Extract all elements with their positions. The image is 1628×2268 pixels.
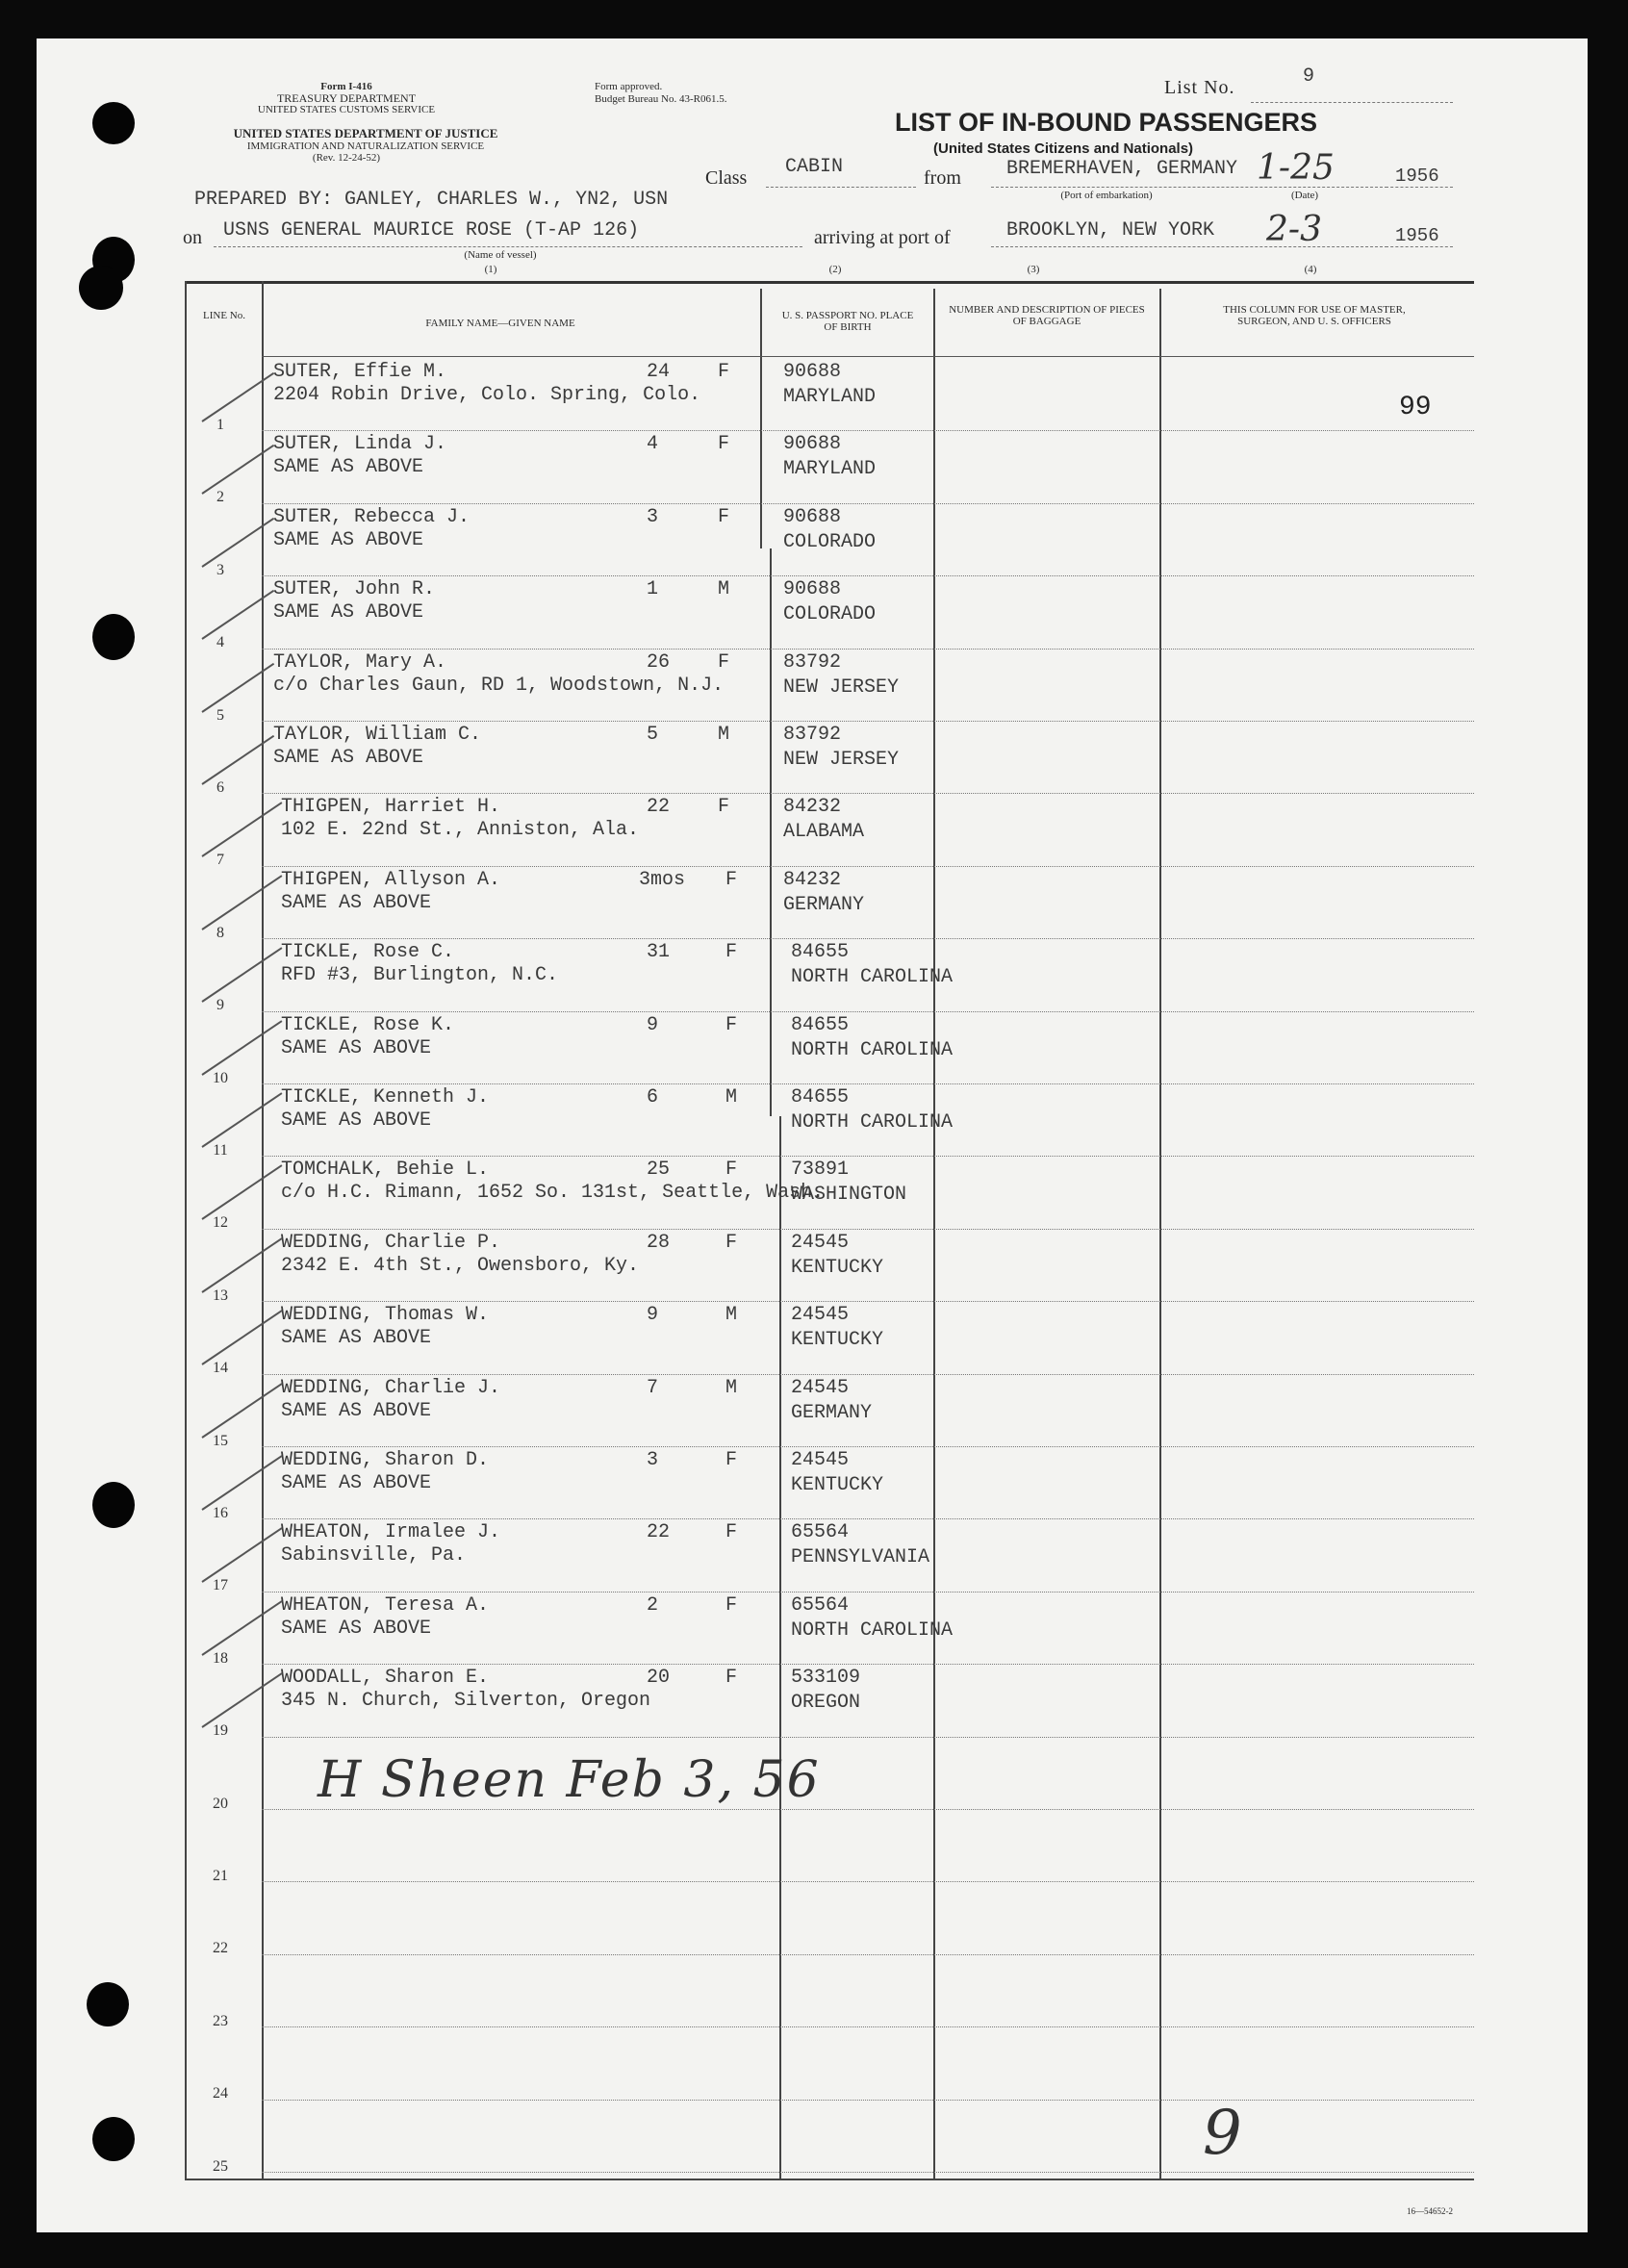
passport-number: 24545 (791, 1376, 850, 1399)
row-divider (262, 793, 1474, 794)
passenger-sex: F (725, 1449, 738, 1471)
passport-number: 83792 (783, 650, 842, 674)
passenger-age: 9 (647, 1013, 659, 1036)
line-number: 13 (213, 1287, 228, 1304)
punch-hole (92, 614, 135, 660)
passenger-age: 22 (647, 1521, 671, 1544)
passenger-age: 26 (647, 650, 671, 674)
line-number: 7 (216, 852, 224, 869)
treasury-dept: TREASURY DEPARTMENT (276, 91, 417, 105)
passport-number: 533109 (791, 1667, 861, 1690)
passenger-name: TICKLE, Rose C. (281, 941, 455, 964)
passenger-address: c/o Charles Gaun, RD 1, Woodstown, N.J. (273, 674, 725, 697)
arrival-year: 1956 (1395, 225, 1439, 246)
col-num-4: (4) (1304, 264, 1317, 275)
class-label: Class (705, 167, 748, 189)
row-divider (262, 1156, 1474, 1157)
line-number: 6 (216, 779, 224, 796)
place-of-birth: NORTH CAROLINA (791, 1111, 954, 1134)
row-divider (262, 1737, 1474, 1738)
line-number: 11 (213, 1142, 228, 1159)
passenger-sex: F (725, 1667, 738, 1690)
line-number: 5 (216, 706, 224, 724)
line-number: 8 (216, 924, 224, 941)
year-underline (1386, 187, 1453, 188)
passenger-name: SUTER, Rebecca J. (273, 505, 471, 528)
passenger-address: 2204 Robin Drive, Colo. Spring, Colo. (273, 384, 701, 406)
passenger-name: WEDDING, Sharon D. (281, 1449, 490, 1471)
punch-hole (92, 102, 135, 144)
passport-number: 24545 (791, 1231, 850, 1254)
row-divider (262, 1809, 1474, 1810)
justice-dept: UNITED STATES DEPARTMENT OF JUSTICE (233, 126, 498, 140)
passport-number: 90688 (783, 505, 842, 528)
place-of-birth: MARYLAND (783, 458, 877, 481)
ins-service: IMMIGRATION AND NATURALIZATION SERVICE (246, 140, 485, 152)
place-of-birth: KENTUCKY (791, 1474, 884, 1496)
passport-number: 84232 (783, 868, 842, 891)
punch-hole (92, 1482, 135, 1528)
place-of-birth: PENNSYLVANIA (791, 1546, 930, 1569)
passenger-name: TAYLOR, William C. (273, 724, 482, 746)
col-header-line-no: LINE No. (203, 310, 245, 321)
punch-hole (92, 2117, 135, 2161)
budget-bureau: Budget Bureau No. 43-R061.5. (595, 93, 727, 105)
place-of-birth: COLORADO (783, 530, 877, 553)
row-divider (262, 575, 1474, 576)
col-header-name: FAMILY NAME—GIVEN NAME (425, 318, 575, 329)
row-divider (262, 1954, 1474, 1955)
punch-hole (79, 266, 123, 310)
passport-number: 90688 (783, 578, 842, 601)
row-divider (262, 1374, 1474, 1375)
row-divider (262, 503, 1474, 504)
form-number: Form I-416 (320, 81, 372, 92)
passenger-address: SAME AS ABOVE (281, 891, 432, 914)
port-of-embarkation: BREMERHAVEN, GERMANY (1006, 158, 1238, 180)
year2-underline (1386, 246, 1453, 247)
passenger-age: 24 (647, 361, 671, 383)
passenger-address: SAME AS ABOVE (273, 456, 424, 479)
document-subtitle: (United States Citizens and Nationals) (933, 140, 1194, 157)
passenger-address: SAME AS ABOVE (281, 1109, 432, 1132)
vessel-underline (214, 246, 802, 247)
line-number: 17 (213, 1577, 228, 1594)
line-number: 20 (213, 1795, 228, 1812)
passenger-address: SAME AS ABOVE (273, 747, 424, 769)
col-header-passport: U. S. PASSPORT NO. PLACE OF BIRTH (781, 310, 914, 333)
passenger-age: 5 (647, 724, 659, 746)
line-number: 2 (216, 489, 224, 506)
passport-number: 24545 (791, 1304, 850, 1327)
passport-number: 84655 (791, 1013, 850, 1036)
table-left-border (185, 281, 187, 2180)
print-code: 16—54652-2 (1407, 2206, 1453, 2216)
passport-number: 73891 (791, 1159, 850, 1182)
row-divider (262, 2172, 1474, 2173)
line-number: 25 (213, 2157, 228, 2175)
passenger-name: WHEATON, Teresa A. (281, 1593, 490, 1617)
place-of-birth: NEW JERSEY (783, 675, 900, 699)
col-divider-baggage (933, 289, 935, 2180)
row-divider (262, 866, 1474, 867)
passenger-address: SAME AS ABOVE (281, 1327, 432, 1350)
inspector-signature: H Sheen Feb 3, 56 (318, 1751, 821, 1809)
passenger-age: 3 (647, 1449, 659, 1471)
passenger-age: 9 (647, 1304, 659, 1327)
line-number: 18 (213, 1649, 228, 1667)
place-of-birth: GERMANY (791, 1401, 873, 1424)
passenger-name: TAYLOR, Mary A. (273, 650, 447, 674)
passenger-age: 7 (647, 1376, 659, 1399)
col-num-1: (1) (484, 264, 497, 275)
passenger-age: 6 (647, 1086, 659, 1109)
passenger-sex: F (725, 1521, 738, 1544)
line-number: 9 (216, 997, 224, 1014)
col-divider-passport-lower (779, 1116, 781, 2180)
col-num-2: (2) (828, 264, 842, 275)
passenger-name: THIGPEN, Harriet H. (281, 796, 501, 819)
passenger-sex: F (718, 796, 730, 819)
passenger-sex: F (718, 361, 730, 383)
passenger-address: SAME AS ABOVE (273, 528, 424, 551)
page-mark: 9 (1203, 2098, 1242, 2169)
place-of-birth: ALABAMA (783, 821, 865, 844)
passenger-name: SUTER, John R. (273, 578, 436, 601)
row-divider (262, 1083, 1474, 1084)
line-number: 24 (213, 2085, 228, 2102)
passenger-name: WHEATON, Irmalee J. (281, 1521, 501, 1544)
passport-number: 84655 (791, 941, 850, 964)
passenger-name: SUTER, Effie M. (273, 361, 447, 383)
row-divider (262, 2026, 1474, 2027)
passenger-name: TOMCHALK, Behie L. (281, 1159, 490, 1182)
vessel-name: USNS GENERAL MAURICE ROSE (T-AP 126) (223, 219, 640, 242)
line-number: 10 (213, 1069, 228, 1086)
from-label: from (924, 167, 961, 189)
line-number: 21 (213, 1868, 228, 1884)
place-of-birth: KENTUCKY (791, 1256, 884, 1279)
arriving-label: arriving at port of (814, 227, 951, 248)
passenger-address: c/o H.C. Rimann, 1652 So. 131st, Seattle, Wash. (281, 1182, 825, 1205)
col-header-baggage: NUMBER AND DESCRIPTION OF PIECES OF BAGGAGE (949, 304, 1145, 327)
passenger-age: 20 (647, 1667, 671, 1690)
passenger-sex: F (725, 868, 738, 891)
list-no-underline (1251, 102, 1453, 103)
passenger-address: SAME AS ABOVE (281, 1399, 432, 1422)
line-number: 15 (213, 1432, 228, 1449)
row-divider (262, 1446, 1474, 1447)
place-of-birth: NORTH CAROLINA (791, 966, 954, 989)
arrival-port: BROOKLYN, NEW YORK (1006, 219, 1215, 242)
row-divider (262, 1881, 1474, 1882)
col-divider-passport-mid (770, 548, 772, 1116)
row-divider (262, 430, 1474, 431)
place-of-birth: NORTH CAROLINA (791, 1618, 954, 1642)
passport-number: 65564 (791, 1521, 850, 1544)
list-no-label: List No. (1164, 77, 1235, 98)
passenger-age: 3mos (639, 868, 686, 891)
passenger-sex: F (718, 650, 730, 674)
officer-note: 99 (1399, 393, 1432, 422)
customs-service: UNITED STATES CUSTOMS SERVICE (257, 104, 436, 115)
row-divider (262, 649, 1474, 650)
passport-number: 84232 (783, 796, 842, 819)
passenger-age: 2 (647, 1593, 659, 1617)
passenger-address: SAME AS ABOVE (281, 1036, 432, 1059)
row-divider (262, 938, 1474, 939)
place-of-birth: NORTH CAROLINA (791, 1038, 954, 1061)
prepared-by: PREPARED BY: GANLEY, CHARLES W., YN2, USN (194, 189, 669, 211)
passport-number: 90688 (783, 433, 842, 456)
passenger-sex: M (718, 724, 730, 746)
passenger-name: WEDDING, Thomas W. (281, 1304, 490, 1327)
passenger-name: WEDDING, Charlie P. (281, 1231, 501, 1254)
sailing-year: 1956 (1395, 166, 1439, 187)
passenger-name: WEDDING, Charlie J. (281, 1376, 501, 1399)
line-number: 12 (213, 1214, 228, 1232)
table-bottom-border (185, 2179, 1474, 2180)
col-divider-passport (760, 289, 762, 548)
class-underline (766, 187, 916, 188)
line-number: 3 (216, 561, 224, 578)
row-divider (262, 1664, 1474, 1665)
punch-hole (87, 1982, 129, 2026)
arrival-date: 2-3 (1266, 210, 1322, 249)
passport-number: 24545 (791, 1449, 850, 1471)
passenger-age: 1 (647, 578, 659, 601)
passenger-sex: F (725, 1159, 738, 1182)
passenger-sex: F (718, 433, 730, 456)
on-label: on (183, 227, 202, 248)
passenger-address: Sabinsville, Pa. (281, 1544, 467, 1567)
revision: (Rev. 12-24-52) (312, 152, 381, 164)
row-divider (262, 1301, 1474, 1302)
sailing-date: 1-25 (1257, 148, 1335, 188)
line-number: 16 (213, 1505, 228, 1521)
line-number: 14 (213, 1360, 228, 1377)
row-divider (262, 1011, 1474, 1012)
place-of-birth: WASHINGTON (791, 1184, 907, 1207)
passenger-address: 345 N. Church, Silverton, Oregon (281, 1690, 651, 1713)
form-approved: Form approved. (595, 81, 663, 92)
passenger-age: 22 (647, 796, 671, 819)
line-number: 23 (213, 2012, 228, 2029)
passenger-address: 102 E. 22nd St., Anniston, Ala. (281, 819, 640, 842)
col-num-3: (3) (1027, 264, 1040, 275)
row-divider (262, 1229, 1474, 1230)
vessel-label: (Name of vessel) (464, 249, 537, 261)
place-of-birth: OREGON (791, 1692, 861, 1715)
passenger-age: 28 (647, 1231, 671, 1254)
passenger-sex: M (725, 1086, 738, 1109)
passenger-sex: M (725, 1304, 738, 1327)
place-of-birth: GERMANY (783, 893, 865, 916)
table-top-border (185, 281, 1474, 284)
row-divider (262, 1518, 1474, 1519)
passenger-sex: M (725, 1376, 738, 1399)
passenger-sex: F (725, 1231, 738, 1254)
col-divider-line (262, 281, 264, 2180)
passenger-name: WOODALL, Sharon E. (281, 1667, 490, 1690)
document-title: LIST OF IN-BOUND PASSENGERS (895, 108, 1318, 137)
passport-number: 65564 (791, 1593, 850, 1617)
col-divider-officers (1159, 289, 1161, 2180)
place-of-birth: KENTUCKY (791, 1329, 884, 1352)
passenger-age: 31 (647, 941, 671, 964)
place-of-birth: NEW JERSEY (783, 749, 900, 771)
line-number: 4 (216, 634, 224, 651)
passport-number: 83792 (783, 724, 842, 746)
port-embark-label: (Port of embarkation) (1060, 190, 1153, 201)
line-number: 19 (213, 1722, 228, 1740)
passport-number: 84655 (791, 1086, 850, 1109)
passenger-name: TICKLE, Rose K. (281, 1013, 455, 1036)
line-number: 22 (213, 1940, 228, 1957)
passenger-sex: M (718, 578, 730, 601)
line-number: 1 (216, 417, 224, 433)
place-of-birth: COLORADO (783, 603, 877, 626)
col-header-officers: THIS COLUMN FOR USE OF MASTER, SURGEON, AND U. S. OFFICERS (1223, 304, 1406, 327)
row-divider (262, 721, 1474, 722)
header-bottom-border (262, 356, 1474, 357)
passenger-sex: F (725, 1013, 738, 1036)
passenger-address: SAME AS ABOVE (281, 1617, 432, 1640)
row-divider (262, 2100, 1474, 2101)
row-divider (262, 1592, 1474, 1593)
passenger-age: 25 (647, 1159, 671, 1182)
passenger-age: 4 (647, 433, 659, 456)
date-label: (Date) (1290, 190, 1319, 201)
passenger-address: 2342 E. 4th St., Owensboro, Ky. (281, 1254, 640, 1277)
list-no-value: 9 (1303, 65, 1315, 88)
place-of-birth: MARYLAND (783, 386, 877, 408)
passenger-address: SAME AS ABOVE (273, 601, 424, 624)
passenger-address: SAME AS ABOVE (281, 1472, 432, 1494)
passenger-name: TICKLE, Kenneth J. (281, 1086, 490, 1109)
passport-number: 90688 (783, 361, 842, 383)
passenger-sex: F (725, 941, 738, 964)
passenger-age: 3 (647, 505, 659, 528)
passenger-name: SUTER, Linda J. (273, 433, 447, 456)
passenger-name: THIGPEN, Allyson A. (281, 868, 501, 891)
arrival-underline (991, 246, 1387, 247)
class-value: CABIN (785, 156, 844, 178)
passenger-address: RFD #3, Burlington, N.C. (281, 964, 559, 987)
passenger-sex: F (718, 505, 730, 528)
passenger-sex: F (725, 1593, 738, 1617)
